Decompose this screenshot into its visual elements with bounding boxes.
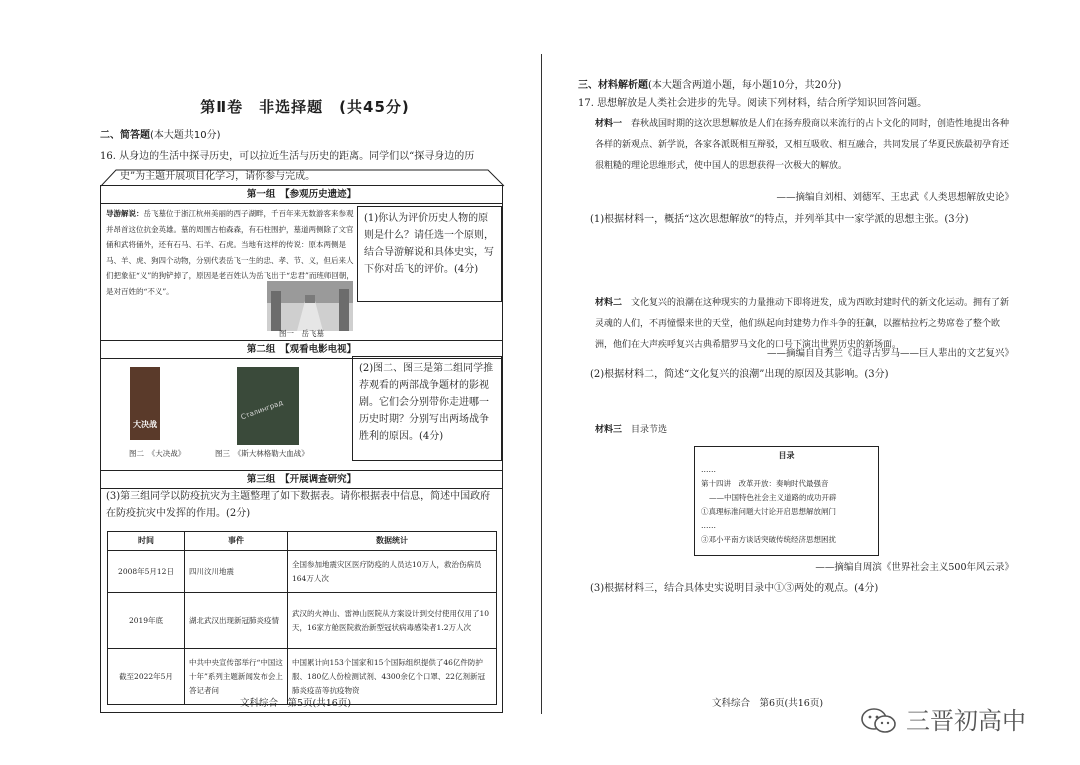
project-box (100, 185, 503, 713)
table-cell: 中共中央宣传部举行“中国这十年”系列主题新闻发布会上答记者问 (185, 649, 288, 705)
question-17-2: (2)根据材料二，简述“文化复兴的浪潮”出现的原因及其影响。(3分) (590, 369, 889, 380)
question-1-box: (1)你认为评价历史人物的原则是什么？请任选一个原则，结合导游解说和具体史实，写下你对岳飞的评价。(4分) (357, 206, 502, 302)
mat2-source: ——摘编自自秀兰《追寻古罗马——巨人辈出的文艺复兴》 (766, 348, 1014, 359)
section-heading-text: 二、简答题 (100, 130, 150, 141)
poster-stalingrad (237, 367, 299, 445)
table-of-contents-box (694, 446, 879, 556)
page-title: 第Ⅱ卷 非选择题 (共45分) (200, 98, 410, 116)
section-note: (本大题共10分) (150, 130, 221, 141)
watermark-text: 三晋初高中 (906, 707, 1026, 735)
table-cell: 2008年5月12日 (108, 551, 185, 593)
question-3-text: (3)第三组同学以防疫抗灾为主题整理了如下数据表。请你根据表中信息，简述中国政府在防疫抗灾中发挥的作用。(2分) (106, 491, 491, 519)
fig2-caption: 图二 《大决战》 (129, 449, 186, 458)
question-17: 17. 思想解放是人类社会进步的先导。阅读下列材料，结合所学知识回答问题。 (578, 98, 928, 109)
page-divider (541, 54, 542, 714)
left-page (95, 90, 515, 730)
table-row (108, 593, 497, 649)
wechat-icon (860, 707, 898, 735)
watermark (860, 703, 1026, 739)
mat3-label: 材料三 (595, 425, 623, 435)
table-cell: 2019年底 (108, 593, 185, 649)
table-cell: 全国参加地震灾区医疗防疫的人员达10万人，救治伤病员164万人次 (288, 551, 497, 593)
fig1-caption: 图一 岳飞墓 (279, 329, 324, 338)
section-heading (100, 128, 221, 143)
mat3-source: ——摘编自周滨《世界社会主义500年风云录》 (815, 562, 1014, 573)
fig3-caption: 图三 《斯大林格勒大血战》 (215, 449, 309, 458)
poster-stalingrad-text: Сталинград (239, 398, 285, 422)
table-cell: 湖北武汉出现新冠肺炎疫情 (185, 593, 288, 649)
question-17-1: (1)根据材料一，概括“这次思想解放”的特点，并列举其中一家学派的思想主张。(3分) (590, 214, 969, 225)
right-section-heading (578, 76, 1018, 96)
table-header-stats: 数据统计 (288, 532, 497, 551)
mat1-source: ——摘编自刘相、刘德军、王忠武《人类思想解放史论》 (776, 192, 1014, 203)
q16-line2: 史”为主题开展项目化学习，请你参与完成。 (100, 171, 316, 182)
mat1-label: 材料一 (595, 119, 623, 129)
table-cell: 武汉的火神山、雷神山医院从方案设计到交付使用仅用了10天，16家方舱医院救治新型冠状病毒感染者1.2万人次 (288, 593, 497, 649)
poster-dajuezhan (130, 367, 160, 440)
q16-line1: 16. 从身边的生活中探寻历史，可以拉近生活与历史的距离。同学们以“探寻身边的历 (100, 151, 475, 162)
group3-title: 第三组 【开展调查研究】 (101, 470, 502, 489)
guide-text: 岳飞墓位于浙江杭州美丽的西子湖畔，千百年来无数游客来参观并昂首这位抗金英雄。墓的周围古柏森森，有石柱围护，墓道两侧除了文官俑和武将俑外，还有石马、石羊、石虎。当地有这样的传说：原本两侧是马、羊、虎、狗四个动物，分别代表岳飞一生的忠、孝、节、义，但后来人们把象征“义”的狗铲掉了，原因是老百姓认为岳飞出于“忠君”而班师回朝，是对百姓的“不义”。 (106, 209, 354, 296)
right-section-note: (本大题含两道小题，每小题10分，共20分) (648, 80, 842, 91)
mat3-text: 目录节选 (631, 425, 668, 435)
mat1-text: 春秋战国时期的这次思想解放是人们在扬弃殷商以来流行的占卜文化的同时，创造性地提出各种各样的新观点、新学说，各家各派既相互辩驳，又相互吸收、相互融合，共同发展了华夏民族最初孕育还很粗糙的理论思维形式，使中国人的思想获得一次极大的解放。 (595, 119, 1010, 171)
table-cell: 中国累计向153个国家和15个国际组织提供了46亿件防护服、180亿人份检测试剂、4300余亿个口罩、22亿剂新冠肺炎疫苗等抗疫物资 (288, 649, 497, 705)
right-page (578, 74, 1018, 734)
toc-line: ①真理标准问题大讨论开启思想解放闸门 (701, 507, 836, 516)
toc-line: …… (701, 465, 716, 474)
table-cell: 四川汶川地震 (185, 551, 288, 593)
right-section-heading-text: 三、材料解析题 (578, 80, 648, 91)
table-cell: 截至2022年5月 (108, 649, 185, 705)
group1-title: 第一组 【参观历史遗迹】 (101, 185, 502, 204)
table-header-time: 时间 (108, 532, 185, 551)
mat2-label: 材料二 (595, 298, 623, 308)
toc-line: ——中国特色社会主义道路的成功开辟 (709, 493, 837, 502)
material-3 (595, 424, 667, 438)
toc-line: …… (701, 521, 716, 530)
yuefei-tomb-photo (267, 281, 353, 331)
left-footer: 文科综合 第5页(共16页) (240, 698, 352, 709)
guide-label: 导游解说： (106, 209, 144, 218)
mat2-text: 文化复兴的浪潮在这种现实的力量推动下即将迸发，成为西欧封建时代的新文化运动。拥有了新灵魂的人们，不再憧憬来世的天堂，他们纵起向封建势力作斗争的狂飙，以摧枯拉朽之势席卷了整个欧洲，他们在大声疾呼复兴古典希腊罗马文化的口号下演出世界历史的新场面。 (595, 298, 1010, 350)
question-17-3: (3)根据材料三，结合具体史实说明目录中①③两处的观点。(4分) (590, 583, 879, 594)
table-row (108, 551, 497, 593)
toc-line: ③邓小平南方谈话突破传统经济思想困扰 (701, 535, 836, 544)
poster-dajuezhan-text: 大决战 (133, 420, 157, 429)
question-2-box: (2)图二、图三是第二组同学推荐观看的两部战争题材的影视剧。它们会分别带你走进哪一历史时期？分别写出两场战争胜利的原因。(4分) (352, 356, 502, 461)
toc-line: 第十四讲 改革开放：奏响时代最强音 (701, 479, 829, 488)
material-1 (595, 114, 1015, 198)
right-footer: 文科综合 第6页(共16页) (712, 698, 824, 709)
data-table (107, 531, 497, 705)
group2-title: 第二组 【观看电影电视】 (101, 340, 502, 359)
table-header-event: 事件 (185, 532, 288, 551)
toc-title: 目录 (778, 451, 795, 460)
table-header-row (108, 532, 497, 551)
